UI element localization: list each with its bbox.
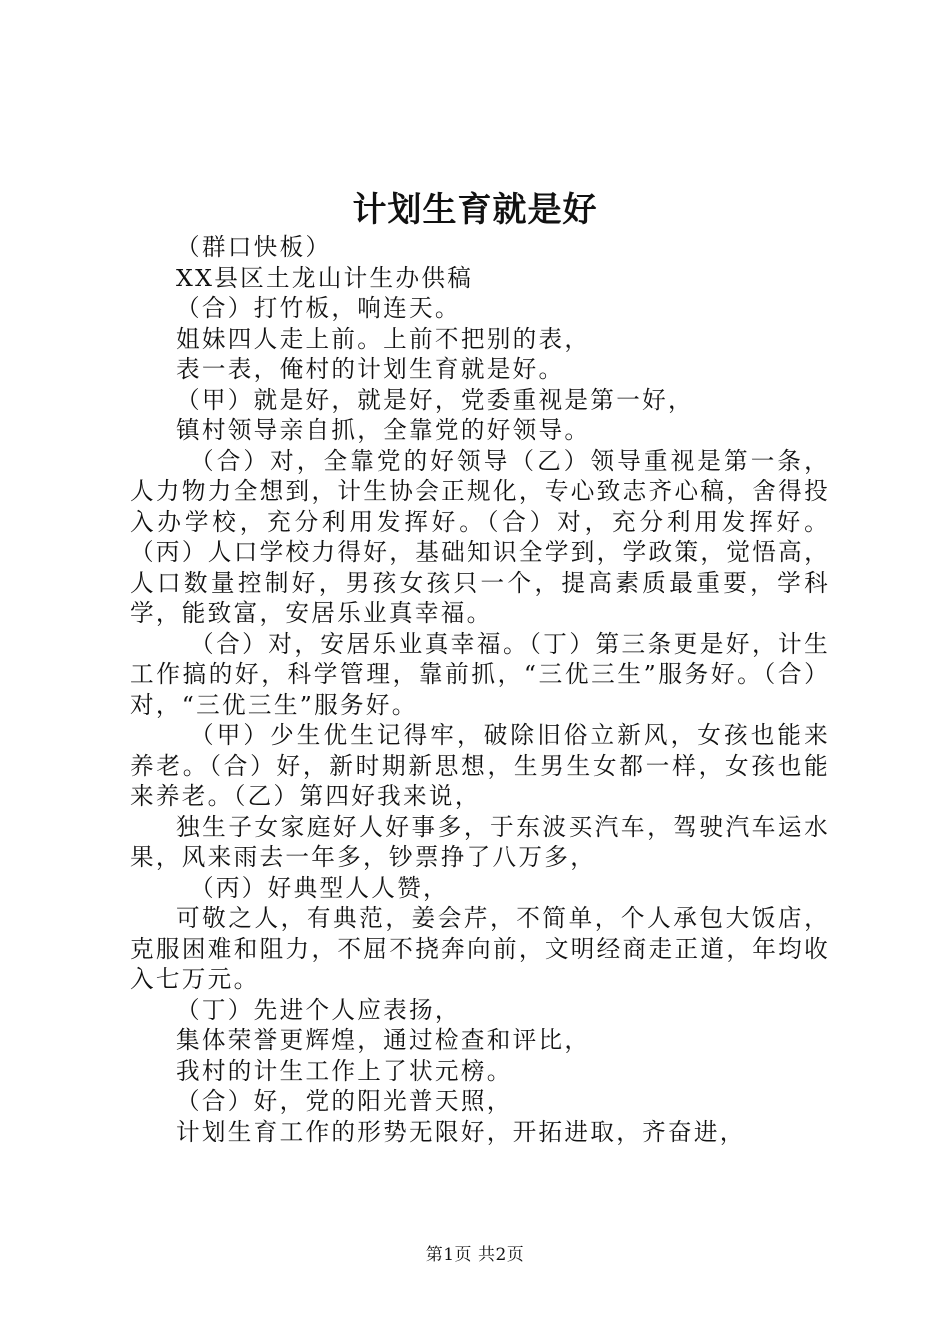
paragraph: （甲）少生优生记得牢，破除旧俗立新风，女孩也能来养老。（合）好，新时期新思想，生男生女都一样，女孩也能来养老。（乙）第四好我来说， bbox=[130, 721, 830, 810]
paragraph: 表一表，俺村的计划生育就是好。 bbox=[176, 355, 565, 383]
paragraph: 镇村领导亲自抓，全靠党的好领导。 bbox=[176, 416, 591, 444]
paragraph: （合）打竹板，响连天。 bbox=[176, 294, 461, 322]
paragraph: （群口快板） bbox=[176, 233, 332, 261]
document-title: 计划生育就是好 bbox=[352, 190, 598, 230]
document-body bbox=[130, 232, 830, 1147]
paragraph: 集体荣誉更辉煌，通过检查和评比， bbox=[176, 1026, 591, 1054]
paragraph: 独生子女家庭好人好事多，于东波买汽车，驾驶汽车运水果，风来雨去一年多，钞票挣了八万多， bbox=[130, 812, 830, 871]
paragraph: 姐妹四人走上前。上前不把别的表， bbox=[176, 324, 591, 353]
paragraph: 可敬之人，有典范，姜会芹，不简单，个人承包大饭店，克服困难和阻力，不屈不挠奔向前，文明经商走正道，年均收入七万元。 bbox=[130, 904, 830, 993]
paragraph: （甲）就是好，就是好，党委重视是第一好， bbox=[176, 385, 694, 414]
page-number-footer: 第1页 共2页 bbox=[425, 1245, 525, 1265]
paragraph: （丁）先进个人应表扬， bbox=[176, 995, 461, 1024]
paragraph: （丙）好典型人人赞， bbox=[190, 873, 449, 902]
paragraph: （合）对，安居乐业真幸福。（丁）第三条更是好，计生工作搞的好，科学管理，靠前抓，“三优三生”服务好。（合）对，“三优三生”服务好。 bbox=[130, 629, 830, 719]
paragraph: 计划生育工作的形势无限好，开拓进取，齐奋进， bbox=[176, 1117, 746, 1146]
paragraph: （合）对，全靠党的好领导（乙）领导重视是第一条，人力物力全想到，计生协会正规化，专心致志齐心稿，舍得投入办学校，充分利用发挥好。（合）对，充分利用发挥好。（丙）人口学校力得好，基础知识全学到，学政策，觉悟高，人口数量控制好，男孩女孩只一个，提高素质最重要，学科学，能致富，安居乐业真幸福。 bbox=[130, 446, 830, 627]
paragraph: （合）好，党的阳光普天照， bbox=[176, 1087, 513, 1115]
paragraph: XX县区土龙山计生办供稿 bbox=[176, 263, 474, 292]
paragraph: 我村的计生工作上了状元榜。 bbox=[176, 1056, 513, 1085]
